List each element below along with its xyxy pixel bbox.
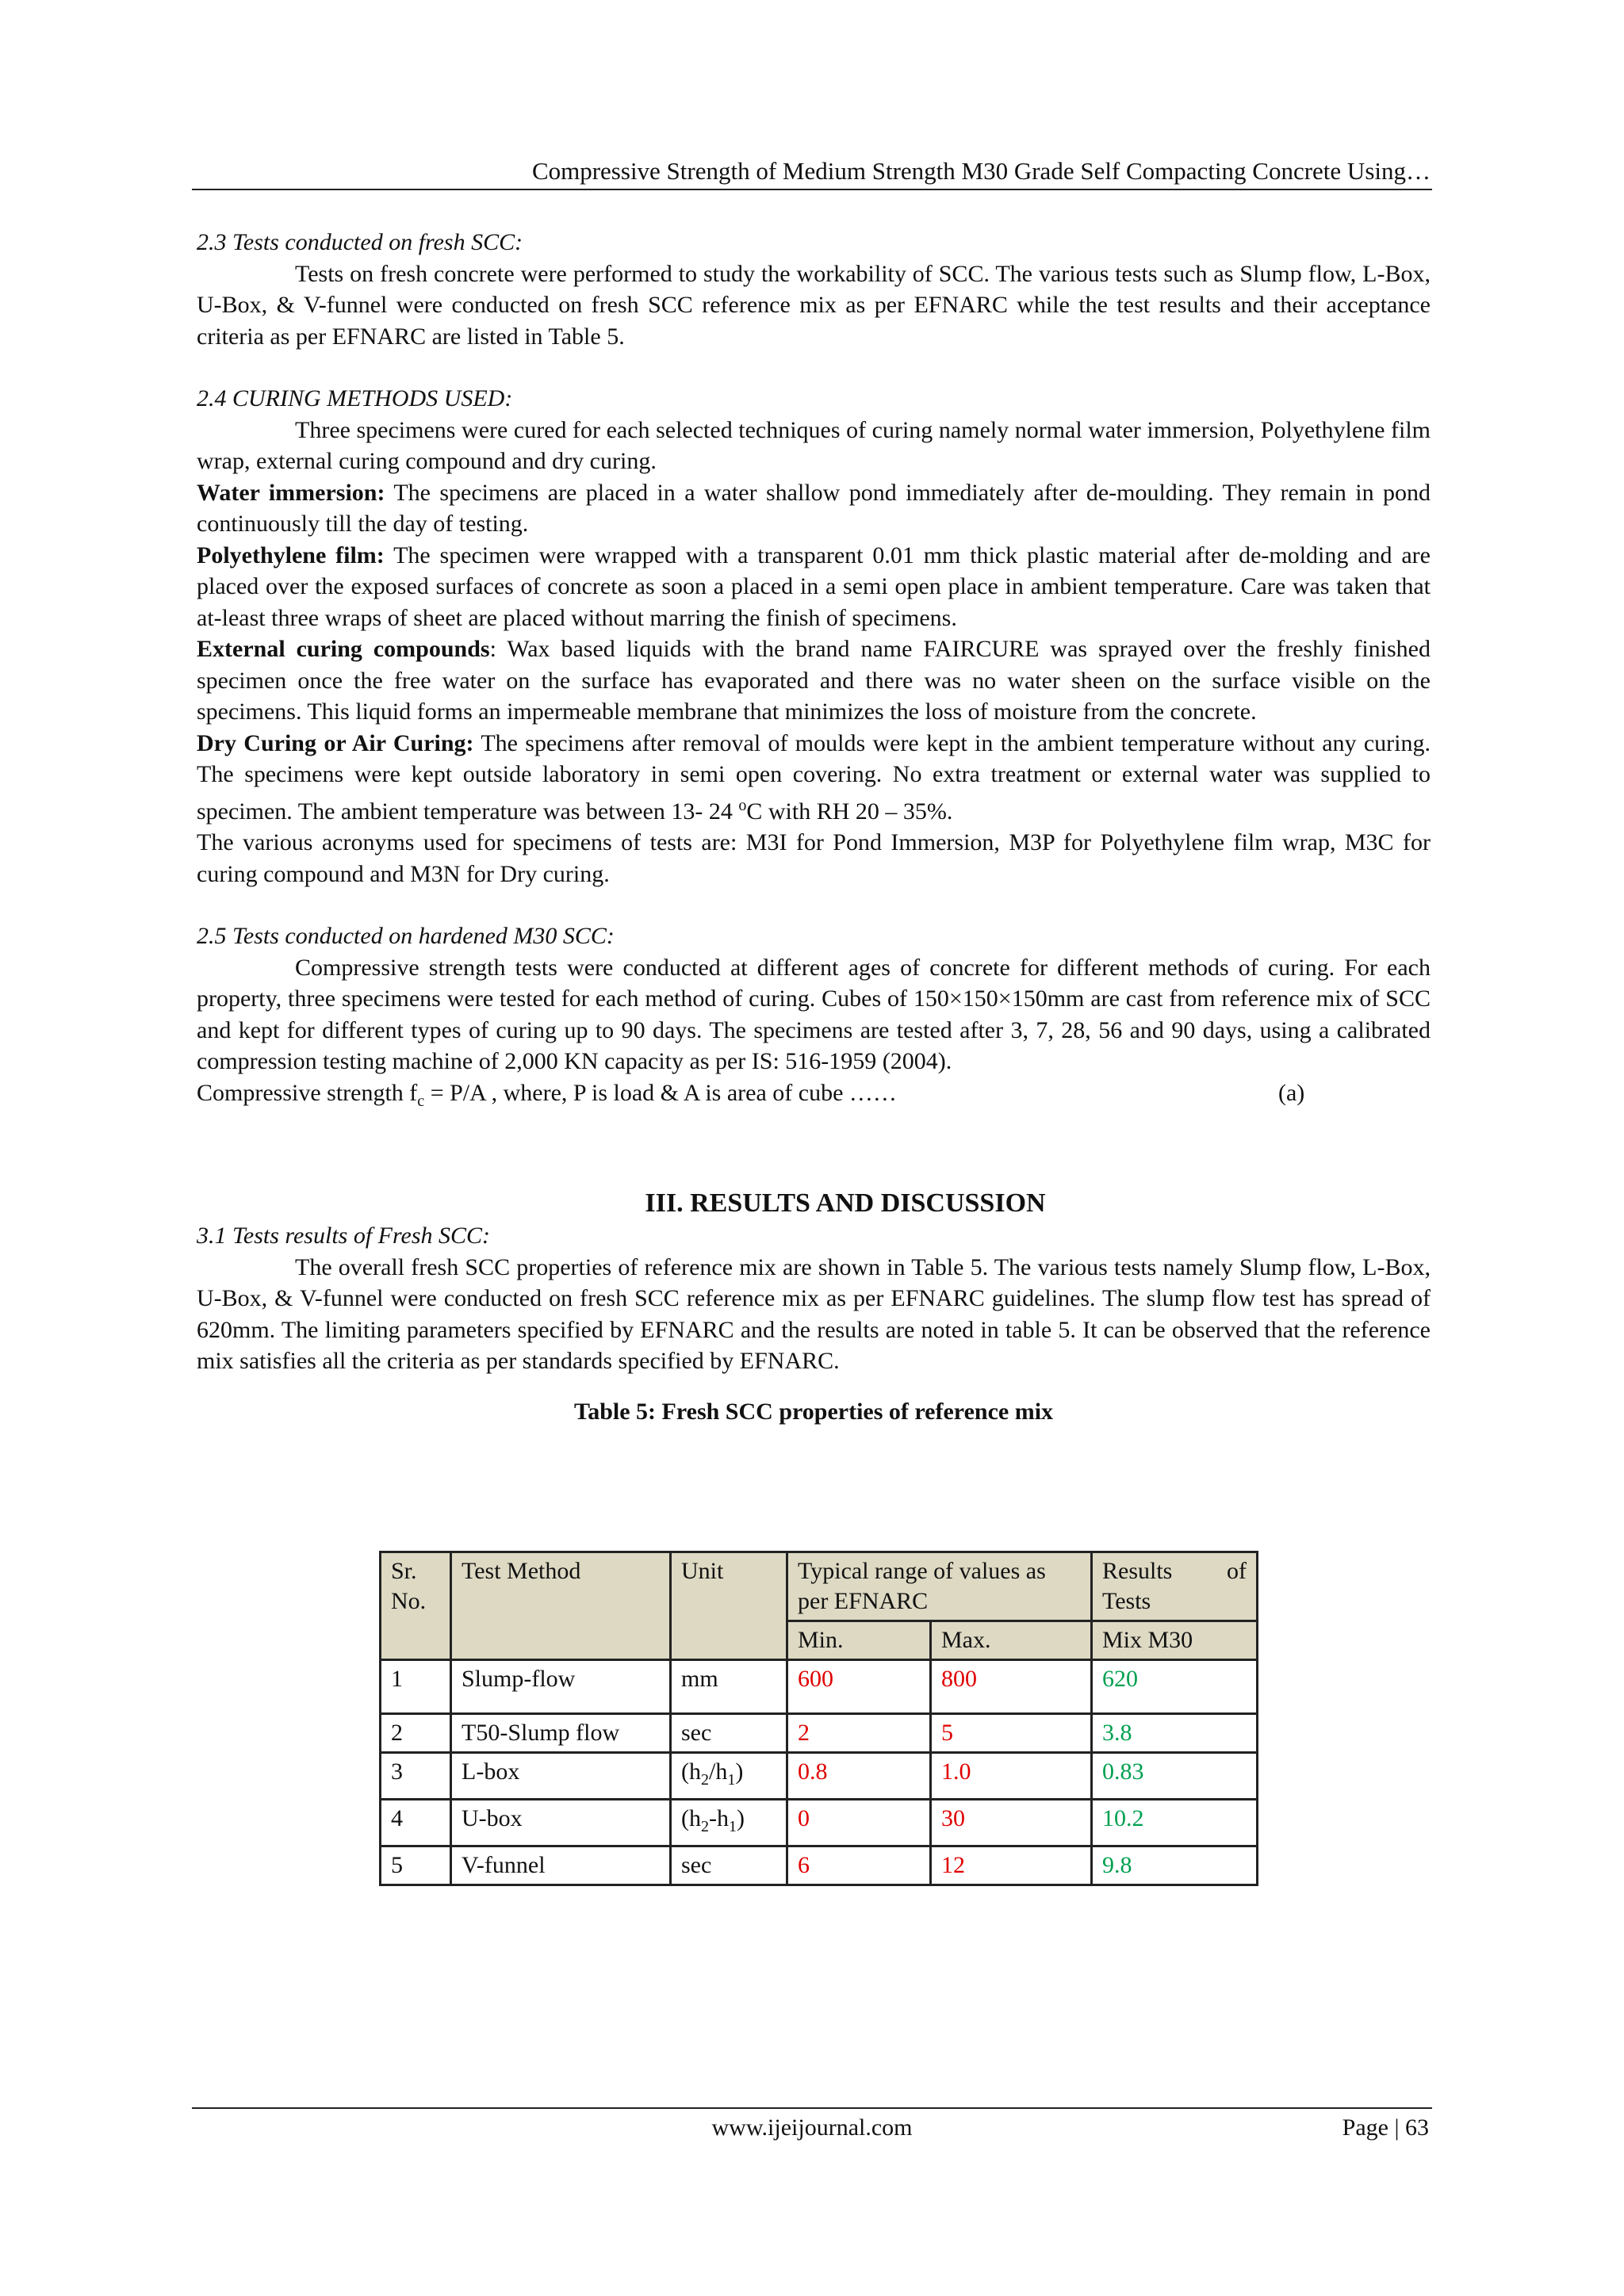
- table-header-row: [381, 1552, 1258, 1621]
- header-unit: Unit: [671, 1552, 787, 1660]
- header-mix-m30: Mix M30: [1092, 1621, 1258, 1660]
- footer-rule: [192, 2107, 1432, 2109]
- polyethylene-paragraph: Polyethylene film: The specimen were wrapped with a transparent 0.01 mm thick plastic material after de-molding and are placed over the exposed surfaces of concrete as soon a placed in a semi open place in ambient temperature. Care was taken that at-least three wraps of sheet are placed without marring the finish of specimens.: [197, 541, 1431, 631]
- table-row: 3 L-box $(h_2/h_1)$ 0.8 1.0 0.83: [381, 1753, 1258, 1800]
- table-row: 2 T50-Slump flow sec 2 5 3.8: [381, 1714, 1258, 1753]
- water-immersion-label: Water immersion:: [197, 479, 385, 506]
- section-2-5-paragraph: Compressive strength tests were conducted at different ages of concrete for different methods of curing. For each property, three specimens were tested for each method of curing. Cubes of 150×150×150mm are cast from reference mix of SCC and kept for different types of curing up to 90 days. The specimens are tested after 3, 7, 28, 56 and 90 days, using a calibrated compression testing machine of 2,000 KN capacity as per IS: 516-1959 (2004).: [197, 954, 1431, 1074]
- footer-journal-url[interactable]: www.ijeijournal.com: [711, 2114, 913, 2141]
- dry-curing-label: Dry Curing or Air Curing:: [197, 729, 474, 756]
- footer-page-number: Page | 63: [1342, 2114, 1429, 2141]
- acronyms-paragraph: The various acronyms used for specimens of tests are: M3I for Pond Immersion, M3P for Polyethylene film wrap, M3C for curing compound and M3N for Dry curing.: [197, 829, 1431, 887]
- section-3-1-paragraph: The overall fresh SCC properties of reference mix are shown in Table 5. The various tests namely Slump flow, L-Box, U-Box, & V-funnel were conducted on fresh SCC reference mix as per EFNARC guidelines. The slump flow test has spread of 620mm. The limiting parameters specified by EFNARC and the results are noted in table 5. It can be observed that the reference mix satisfies all the criteria as per standards specified by EFNARC.: [197, 1253, 1431, 1374]
- table-row: 5 V-funnel sec 6 12 9.8: [381, 1846, 1258, 1885]
- section-2-4-intro: Three specimens were cured for each selected techniques of curing namely normal water immersion, Polyethylene film wrap, external curing compound and dry curing.: [197, 416, 1431, 474]
- fresh-scc-properties-table: [379, 1551, 1258, 1886]
- section-2-3-paragraph: Tests on fresh concrete were performed to study the workability of SCC. The various tests such as Slump flow, L-Box, U-Box, & V-funnel were conducted on fresh SCC reference mix as per EFNARC while the test results and their acceptance criteria as per EFNARC are listed in Table 5.: [197, 260, 1431, 350]
- header-max: Max.: [931, 1621, 1092, 1660]
- dry-curing-paragraph: Dry Curing or Air Curing: The specimens after removal of moulds were kept in the ambient temperature without any curing. The specimens were kept outside laboratory in semi open covering. No extra treatment or external water was supplied to specimen. The ambient temperature was between 13- 24 $^o$C with RH 20 – 35%.: [197, 729, 1431, 825]
- section-2-4-heading: 2.4 CURING METHODS USED:: [197, 385, 513, 411]
- header-typical-range: Typical range of values as per EFNARC: [787, 1552, 1092, 1621]
- external-curing-label: External curing compounds: [197, 636, 490, 662]
- water-immersion-paragraph: Water immersion: The specimens are placed in a water shallow pond immediately after de-moulding. They remain in pond continuously till the day of testing.: [197, 479, 1431, 537]
- results-section-title: III. RESULTS AND DISCUSSION: [645, 1188, 1046, 1218]
- header-min: Min.: [787, 1621, 931, 1660]
- header-rule: [192, 189, 1432, 190]
- header-test-method: Test Method: [451, 1552, 671, 1660]
- header-results: Results of Tests: [1092, 1552, 1258, 1621]
- external-curing-paragraph: External curing compounds: Wax based liquids with the brand name FAIRCURE was sprayed over the freshly finished specimen once the free water on the surface has evaporated and there was no water sheen on the surface visible on the specimens. This liquid forms an impermeable membrane that minimizes the loss of moisture from the concrete.: [197, 636, 1431, 725]
- table-caption: Table 5: Fresh SCC properties of reference mix: [573, 1398, 1054, 1425]
- table-row: 4 U-box $(h_2-h_1)$ 0 30 10.2: [381, 1800, 1258, 1846]
- section-2-5-heading: 2.5 Tests conducted on hardened M30 SCC:: [197, 923, 615, 949]
- compressive-strength-equation: Compressive strength $f_c = P/A$ , where, P is load & A is area of cube …… (a): [197, 1077, 1431, 1118]
- section-2-3-heading: 2.3 Tests conducted on fresh SCC:: [197, 229, 523, 255]
- header-sr-no: Sr. No.: [381, 1552, 451, 1660]
- table-row: 1 Slump-flow mm 600 800 620: [381, 1660, 1258, 1714]
- equation-tag: (a): [1278, 1079, 1305, 1106]
- polyethylene-label: Polyethylene film:: [197, 541, 385, 568]
- section-3-1-heading: 3.1 Tests results of Fresh SCC:: [197, 1223, 491, 1249]
- main-content: [197, 227, 1431, 1426]
- running-header: Compressive Strength of Medium Strength M30 Grade Self Compacting Concrete Using…: [531, 157, 1431, 185]
